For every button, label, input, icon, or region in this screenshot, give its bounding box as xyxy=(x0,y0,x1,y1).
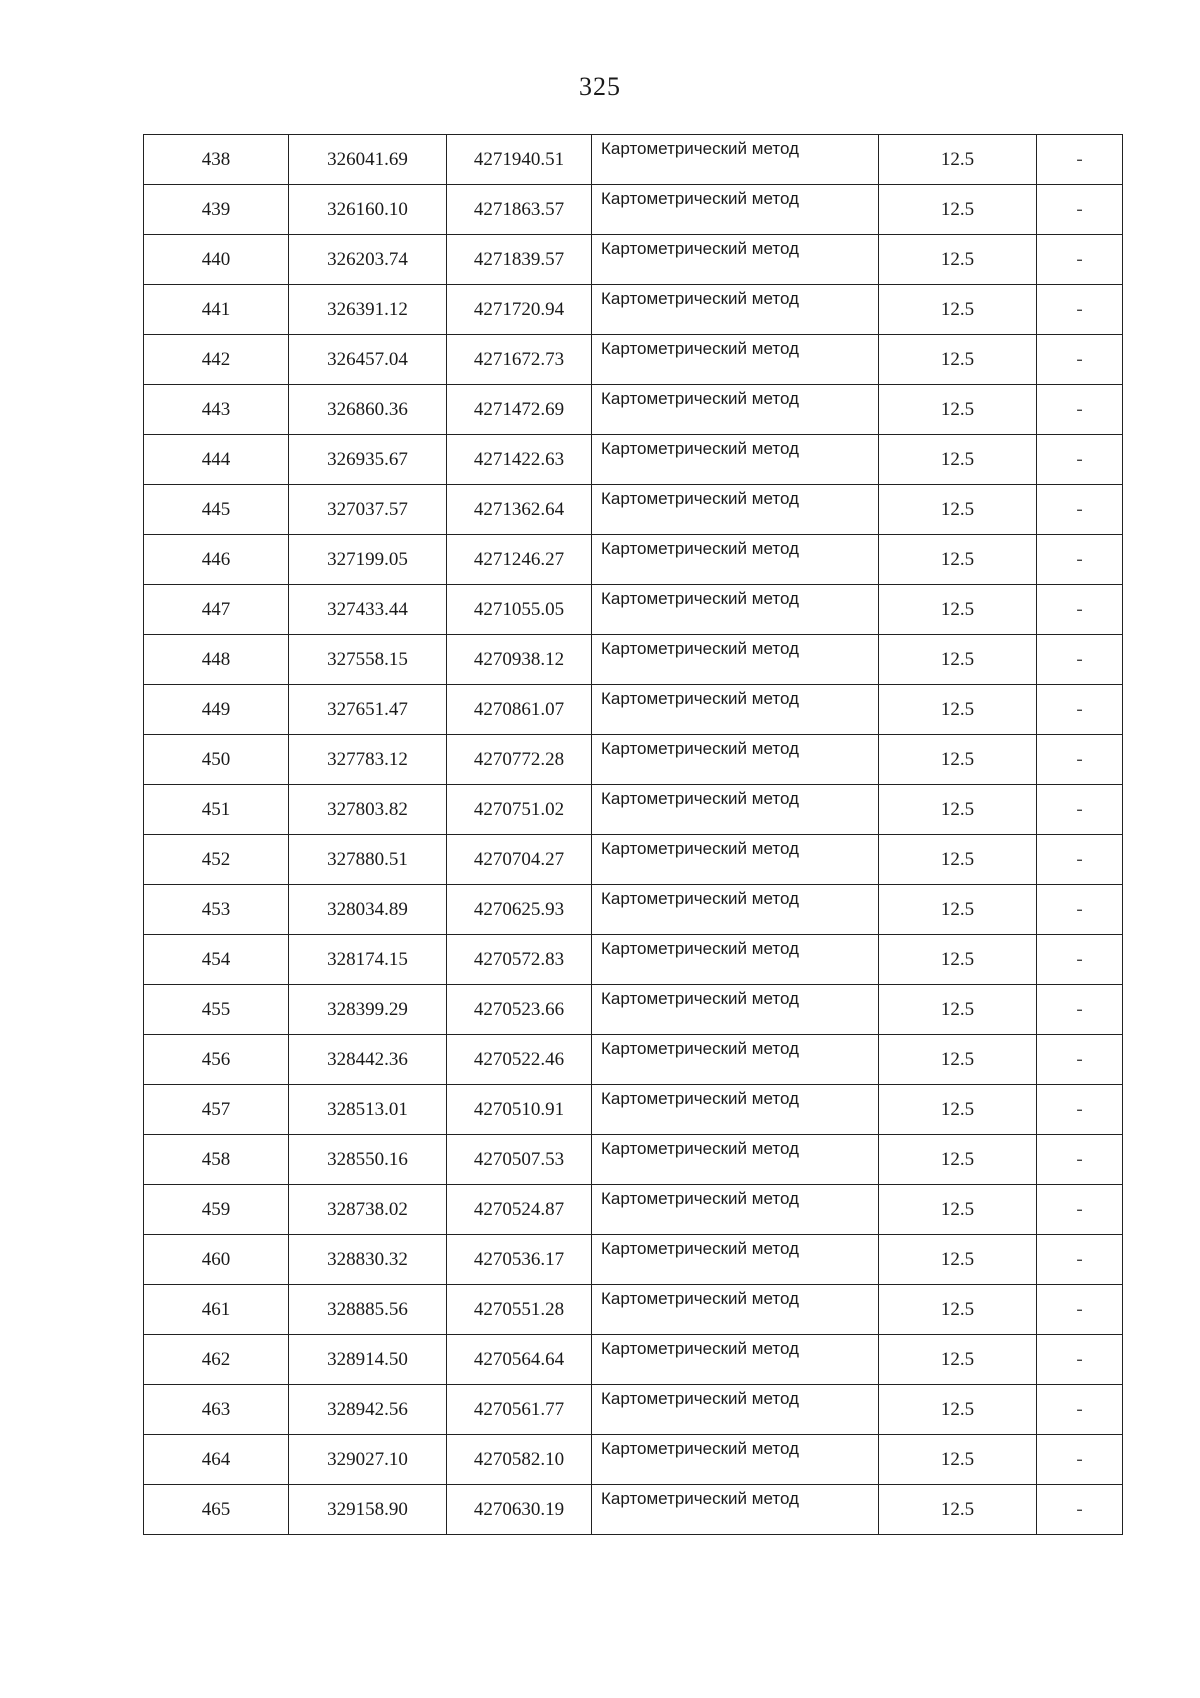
point-number-cell: 455 xyxy=(144,985,289,1035)
coordinate-y-cell: 4270938.12 xyxy=(447,635,592,685)
precision-cell: 12.5 xyxy=(879,1435,1037,1485)
table-row xyxy=(144,1185,1123,1235)
note-cell: - xyxy=(1037,735,1123,785)
point-number-cell: 441 xyxy=(144,285,289,335)
coordinate-y-cell: 4271672.73 xyxy=(447,335,592,385)
coordinate-y-cell: 4271472.69 xyxy=(447,385,592,435)
table-row xyxy=(144,1335,1123,1385)
coordinate-y-cell: 4271839.57 xyxy=(447,235,592,285)
coordinates-table-body xyxy=(144,135,1123,1535)
note-cell: - xyxy=(1037,235,1123,285)
table-row xyxy=(144,1485,1123,1535)
method-cell: Картометрический метод xyxy=(592,135,879,185)
coordinate-y-cell: 4270564.64 xyxy=(447,1335,592,1385)
note-cell: - xyxy=(1037,485,1123,535)
coordinate-y-cell: 4270551.28 xyxy=(447,1285,592,1335)
note-cell: - xyxy=(1037,985,1123,1035)
table-row xyxy=(144,185,1123,235)
coordinate-y-cell: 4270630.19 xyxy=(447,1485,592,1535)
note-cell: - xyxy=(1037,1235,1123,1285)
coordinate-x-cell: 327651.47 xyxy=(289,685,447,735)
method-cell: Картометрический метод xyxy=(592,485,879,535)
coordinate-x-cell: 327558.15 xyxy=(289,635,447,685)
coordinates-table xyxy=(143,134,1123,1535)
method-cell: Картометрический метод xyxy=(592,1185,879,1235)
coordinate-y-cell: 4271246.27 xyxy=(447,535,592,585)
precision-cell: 12.5 xyxy=(879,1035,1037,1085)
coordinate-x-cell: 327037.57 xyxy=(289,485,447,535)
coordinate-x-cell: 327433.44 xyxy=(289,585,447,635)
coordinate-x-cell: 326160.10 xyxy=(289,185,447,235)
table-row xyxy=(144,835,1123,885)
precision-cell: 12.5 xyxy=(879,535,1037,585)
note-cell: - xyxy=(1037,1435,1123,1485)
method-cell: Картометрический метод xyxy=(592,835,879,885)
point-number-cell: 454 xyxy=(144,935,289,985)
table-row xyxy=(144,485,1123,535)
point-number-cell: 442 xyxy=(144,335,289,385)
precision-cell: 12.5 xyxy=(879,435,1037,485)
method-cell: Картометрический метод xyxy=(592,1235,879,1285)
coordinate-y-cell: 4271055.05 xyxy=(447,585,592,635)
note-cell: - xyxy=(1037,585,1123,635)
method-cell: Картометрический метод xyxy=(592,1135,879,1185)
precision-cell: 12.5 xyxy=(879,585,1037,635)
table-row xyxy=(144,285,1123,335)
coordinate-y-cell: 4270625.93 xyxy=(447,885,592,935)
table-row xyxy=(144,1135,1123,1185)
table-row xyxy=(144,1235,1123,1285)
coordinate-y-cell: 4270522.46 xyxy=(447,1035,592,1085)
precision-cell: 12.5 xyxy=(879,1185,1037,1235)
point-number-cell: 464 xyxy=(144,1435,289,1485)
coordinate-x-cell: 328914.50 xyxy=(289,1335,447,1385)
coordinate-x-cell: 329158.90 xyxy=(289,1485,447,1535)
precision-cell: 12.5 xyxy=(879,885,1037,935)
precision-cell: 12.5 xyxy=(879,135,1037,185)
note-cell: - xyxy=(1037,885,1123,935)
method-cell: Картометрический метод xyxy=(592,785,879,835)
method-cell: Картометрический метод xyxy=(592,985,879,1035)
table-row xyxy=(144,885,1123,935)
method-cell: Картометрический метод xyxy=(592,1035,879,1085)
method-cell: Картометрический метод xyxy=(592,885,879,935)
precision-cell: 12.5 xyxy=(879,1335,1037,1385)
point-number-cell: 457 xyxy=(144,1085,289,1135)
table-row xyxy=(144,1435,1123,1485)
precision-cell: 12.5 xyxy=(879,1385,1037,1435)
precision-cell: 12.5 xyxy=(879,1235,1037,1285)
coordinate-x-cell: 326041.69 xyxy=(289,135,447,185)
method-cell: Картометрический метод xyxy=(592,1285,879,1335)
point-number-cell: 452 xyxy=(144,835,289,885)
point-number-cell: 453 xyxy=(144,885,289,935)
coordinate-y-cell: 4271422.63 xyxy=(447,435,592,485)
point-number-cell: 459 xyxy=(144,1185,289,1235)
table-row xyxy=(144,585,1123,635)
coordinate-y-cell: 4270561.77 xyxy=(447,1385,592,1435)
coordinate-y-cell: 4270704.27 xyxy=(447,835,592,885)
point-number-cell: 461 xyxy=(144,1285,289,1335)
coordinate-y-cell: 4270524.87 xyxy=(447,1185,592,1235)
table-row xyxy=(144,735,1123,785)
table-row xyxy=(144,685,1123,735)
table-row xyxy=(144,1385,1123,1435)
method-cell: Картометрический метод xyxy=(592,585,879,635)
coordinate-y-cell: 4270861.07 xyxy=(447,685,592,735)
coordinate-y-cell: 4270510.91 xyxy=(447,1085,592,1135)
point-number-cell: 440 xyxy=(144,235,289,285)
table-row xyxy=(144,535,1123,585)
coordinate-x-cell: 328399.29 xyxy=(289,985,447,1035)
coordinate-x-cell: 327880.51 xyxy=(289,835,447,885)
method-cell: Картометрический метод xyxy=(592,535,879,585)
note-cell: - xyxy=(1037,935,1123,985)
method-cell: Картометрический метод xyxy=(592,185,879,235)
method-cell: Картометрический метод xyxy=(592,1335,879,1385)
precision-cell: 12.5 xyxy=(879,285,1037,335)
coordinate-y-cell: 4271863.57 xyxy=(447,185,592,235)
table-row xyxy=(144,335,1123,385)
coordinate-x-cell: 326457.04 xyxy=(289,335,447,385)
precision-cell: 12.5 xyxy=(879,835,1037,885)
coordinate-y-cell: 4271940.51 xyxy=(447,135,592,185)
point-number-cell: 462 xyxy=(144,1335,289,1385)
table-row xyxy=(144,1035,1123,1085)
note-cell: - xyxy=(1037,835,1123,885)
coordinate-y-cell: 4270572.83 xyxy=(447,935,592,985)
method-cell: Картометрический метод xyxy=(592,235,879,285)
point-number-cell: 450 xyxy=(144,735,289,785)
point-number-cell: 447 xyxy=(144,585,289,635)
note-cell: - xyxy=(1037,1385,1123,1435)
point-number-cell: 444 xyxy=(144,435,289,485)
table-row xyxy=(144,235,1123,285)
method-cell: Картометрический метод xyxy=(592,1385,879,1435)
coordinate-x-cell: 328550.16 xyxy=(289,1135,447,1185)
method-cell: Картометрический метод xyxy=(592,285,879,335)
coordinate-x-cell: 327803.82 xyxy=(289,785,447,835)
precision-cell: 12.5 xyxy=(879,335,1037,385)
table-row xyxy=(144,985,1123,1035)
coordinate-x-cell: 327199.05 xyxy=(289,535,447,585)
precision-cell: 12.5 xyxy=(879,635,1037,685)
table-row xyxy=(144,935,1123,985)
method-cell: Картометрический метод xyxy=(592,685,879,735)
note-cell: - xyxy=(1037,1035,1123,1085)
note-cell: - xyxy=(1037,435,1123,485)
precision-cell: 12.5 xyxy=(879,185,1037,235)
point-number-cell: 439 xyxy=(144,185,289,235)
precision-cell: 12.5 xyxy=(879,1085,1037,1135)
note-cell: - xyxy=(1037,785,1123,835)
note-cell: - xyxy=(1037,285,1123,335)
method-cell: Картометрический метод xyxy=(592,335,879,385)
table-row xyxy=(144,785,1123,835)
method-cell: Картометрический метод xyxy=(592,1485,879,1535)
point-number-cell: 445 xyxy=(144,485,289,535)
point-number-cell: 448 xyxy=(144,635,289,685)
table-row xyxy=(144,135,1123,185)
coordinate-x-cell: 326935.67 xyxy=(289,435,447,485)
method-cell: Картометрический метод xyxy=(592,935,879,985)
point-number-cell: 463 xyxy=(144,1385,289,1435)
method-cell: Картометрический метод xyxy=(592,635,879,685)
precision-cell: 12.5 xyxy=(879,935,1037,985)
coordinate-y-cell: 4270523.66 xyxy=(447,985,592,1035)
note-cell: - xyxy=(1037,385,1123,435)
precision-cell: 12.5 xyxy=(879,1485,1037,1535)
precision-cell: 12.5 xyxy=(879,1135,1037,1185)
coordinate-y-cell: 4270582.10 xyxy=(447,1435,592,1485)
precision-cell: 12.5 xyxy=(879,685,1037,735)
precision-cell: 12.5 xyxy=(879,985,1037,1035)
note-cell: - xyxy=(1037,185,1123,235)
note-cell: - xyxy=(1037,1335,1123,1385)
coordinate-y-cell: 4270507.53 xyxy=(447,1135,592,1185)
note-cell: - xyxy=(1037,135,1123,185)
note-cell: - xyxy=(1037,1485,1123,1535)
page-number: 325 xyxy=(579,72,621,101)
table-row xyxy=(144,1285,1123,1335)
point-number-cell: 451 xyxy=(144,785,289,835)
coordinate-x-cell: 326860.36 xyxy=(289,385,447,435)
table-row xyxy=(144,385,1123,435)
note-cell: - xyxy=(1037,1085,1123,1135)
precision-cell: 12.5 xyxy=(879,385,1037,435)
note-cell: - xyxy=(1037,635,1123,685)
table-row xyxy=(144,635,1123,685)
coordinate-y-cell: 4270751.02 xyxy=(447,785,592,835)
coordinate-x-cell: 326203.74 xyxy=(289,235,447,285)
method-cell: Картометрический метод xyxy=(592,735,879,785)
coordinate-x-cell: 327783.12 xyxy=(289,735,447,785)
coordinate-x-cell: 328942.56 xyxy=(289,1385,447,1435)
point-number-cell: 438 xyxy=(144,135,289,185)
coordinate-y-cell: 4270536.17 xyxy=(447,1235,592,1285)
coordinate-x-cell: 326391.12 xyxy=(289,285,447,335)
coordinate-y-cell: 4271720.94 xyxy=(447,285,592,335)
precision-cell: 12.5 xyxy=(879,735,1037,785)
coordinate-x-cell: 329027.10 xyxy=(289,1435,447,1485)
point-number-cell: 460 xyxy=(144,1235,289,1285)
point-number-cell: 465 xyxy=(144,1485,289,1535)
precision-cell: 12.5 xyxy=(879,785,1037,835)
point-number-cell: 443 xyxy=(144,385,289,435)
note-cell: - xyxy=(1037,1185,1123,1235)
coordinate-x-cell: 328885.56 xyxy=(289,1285,447,1335)
method-cell: Картометрический метод xyxy=(592,385,879,435)
table-row xyxy=(144,1085,1123,1135)
note-cell: - xyxy=(1037,1285,1123,1335)
coordinate-y-cell: 4271362.64 xyxy=(447,485,592,535)
note-cell: - xyxy=(1037,685,1123,735)
coordinate-x-cell: 328174.15 xyxy=(289,935,447,985)
point-number-cell: 458 xyxy=(144,1135,289,1185)
point-number-cell: 446 xyxy=(144,535,289,585)
table-row xyxy=(144,435,1123,485)
note-cell: - xyxy=(1037,535,1123,585)
method-cell: Картометрический метод xyxy=(592,1085,879,1135)
coordinate-y-cell: 4270772.28 xyxy=(447,735,592,785)
precision-cell: 12.5 xyxy=(879,1285,1037,1335)
coordinate-x-cell: 328738.02 xyxy=(289,1185,447,1235)
method-cell: Картометрический метод xyxy=(592,435,879,485)
coordinate-x-cell: 328034.89 xyxy=(289,885,447,935)
method-cell: Картометрический метод xyxy=(592,1435,879,1485)
coordinate-x-cell: 328442.36 xyxy=(289,1035,447,1085)
note-cell: - xyxy=(1037,1135,1123,1185)
point-number-cell: 449 xyxy=(144,685,289,735)
point-number-cell: 456 xyxy=(144,1035,289,1085)
precision-cell: 12.5 xyxy=(879,235,1037,285)
coordinate-x-cell: 328830.32 xyxy=(289,1235,447,1285)
note-cell: - xyxy=(1037,335,1123,385)
precision-cell: 12.5 xyxy=(879,485,1037,535)
coordinate-x-cell: 328513.01 xyxy=(289,1085,447,1135)
